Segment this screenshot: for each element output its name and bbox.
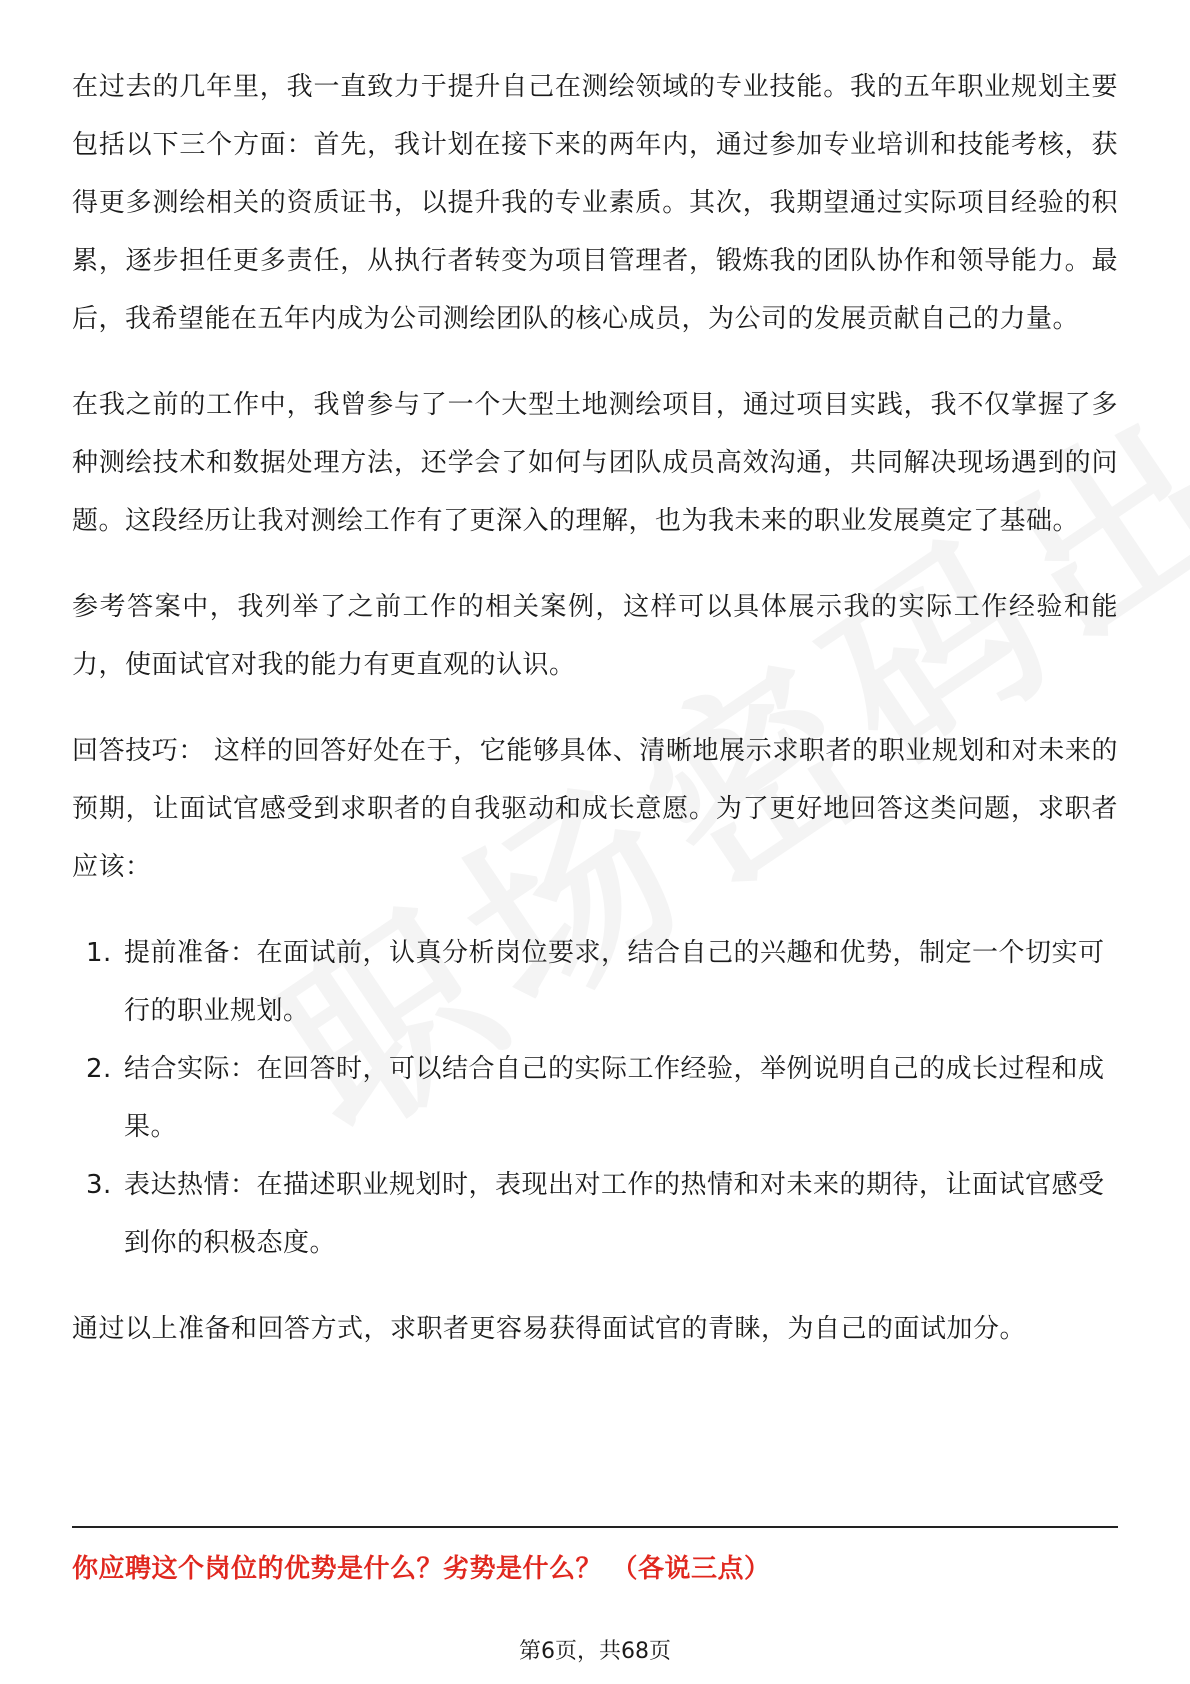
paragraph-career-plan: 在过去的几年里，我一直致力于提升自己在测绘领域的专业技能。我的五年职业规划主要包括以下三个方面：首先，我计划在接下来的两年内，通过参加专业培训和技能考核，获得更多测绘相关的资质证书，以提升我的专业素质。其次，我期望通过实际项目经验的积累，逐步担任更多责任，从执行者转变为项目管理者，锻炼我的团队协作和领导能力。最后，我希望能在五年内成为公司测绘团队的核心成员，为公司的发展贡献自己的力量。 xyxy=(72,72,1118,334)
tips-list xyxy=(72,924,1118,1272)
paragraph-reference-answer: 参考答案中，我列举了之前工作的相关案例，这样可以具体展示我的实际工作经验和能力，使面试官对我的能力有更直观的认识。 xyxy=(72,592,1118,680)
paragraph-closing: 通过以上准备和回答方式，求职者更容易获得面试官的青睐，为自己的面试加分。 xyxy=(72,1314,1027,1344)
next-question-heading: 你应聘这个岗位的优势是什么？劣势是什么？ （各说三点） xyxy=(72,1554,771,1584)
paragraph-past-work: 在我之前的工作中，我曾参与了一个大型土地测绘项目，通过项目实践，我不仅掌握了多种测绘技术和数据处理方法，还学会了如何与团队成员高效沟通，共同解决现场遇到的问题。这段经历让我对测绘工作有了更深入的理解，也为我未来的职业发展奠定了基础。 xyxy=(72,390,1118,536)
section-divider xyxy=(72,1526,1118,1528)
document-body xyxy=(72,58,1118,1386)
list-number: 3. xyxy=(86,1170,112,1200)
list-item-text: 表达热情：在描述职业规划时，表现出对工作的热情和对未来的期待，让面试官感受到你的积极态度。 xyxy=(124,1170,1105,1258)
list-item xyxy=(72,924,1118,1040)
page-footer: 第6页，共68页 xyxy=(519,1639,671,1664)
list-number: 2. xyxy=(86,1054,112,1084)
list-item-text: 结合实际：在回答时，可以结合自己的实际工作经验，举例说明自己的成长过程和成果。 xyxy=(124,1054,1105,1142)
list-number: 1. xyxy=(86,938,112,968)
list-item xyxy=(72,1040,1118,1156)
list-item xyxy=(72,1156,1118,1272)
paragraph-answer-tips: 回答技巧： 这样的回答好处在于，它能够具体、清晰地展示求职者的职业规划和对未来的预期，让面试官感受到求职者的自我驱动和成长意愿。为了更好地回答这类问题，求职者应该： xyxy=(72,736,1118,882)
list-item-text: 提前准备：在面试前，认真分析岗位要求，结合自己的兴趣和优势，制定一个切实可行的职业规划。 xyxy=(124,938,1105,1026)
